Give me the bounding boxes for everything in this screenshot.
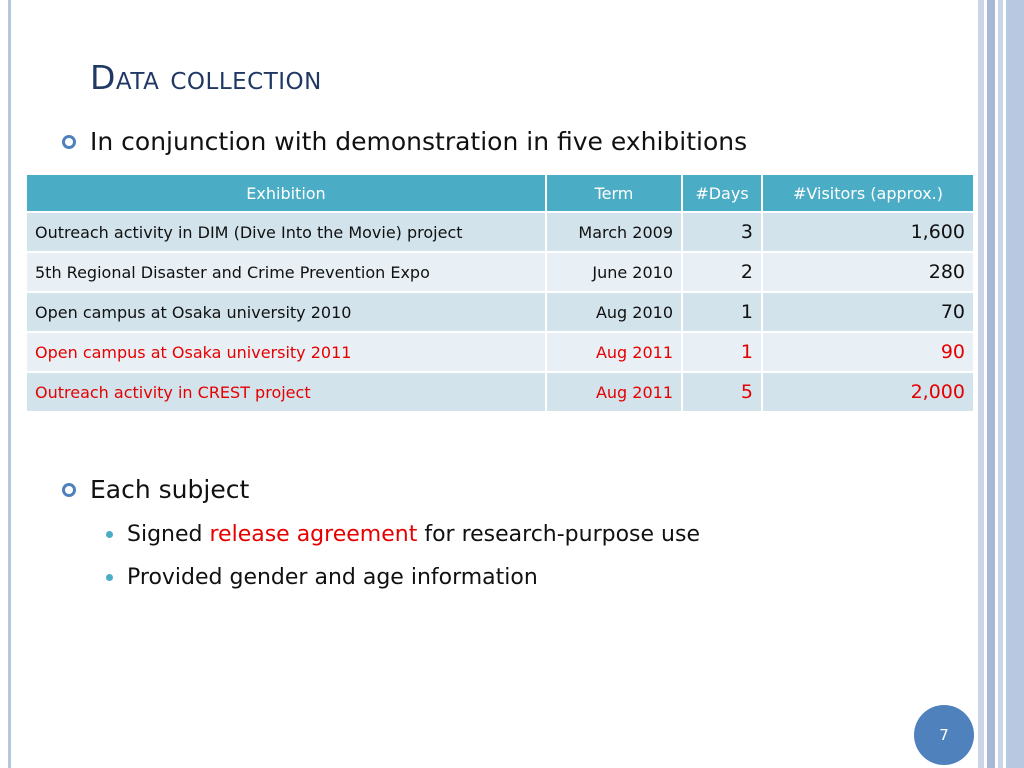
cell-days: 5 xyxy=(682,372,762,412)
cell-exhibition: Outreach activity in DIM (Dive Into the Movie) project xyxy=(26,212,546,252)
cell-visitors: 1,600 xyxy=(762,212,974,252)
slide-title: Data collection xyxy=(90,58,322,97)
release-agreement-highlight: release agreement xyxy=(209,522,418,547)
header-days: #Days xyxy=(682,174,762,212)
cell-days: 1 xyxy=(682,292,762,332)
header-exhibition: Exhibition xyxy=(26,174,546,212)
bullet-exhibitions xyxy=(62,127,747,156)
bullet-exhibitions-text: In conjunction with demonstration in five exhibitions xyxy=(90,127,748,156)
table-header-row xyxy=(26,174,974,212)
page-number-badge: 7 xyxy=(914,705,974,765)
cell-term: Aug 2011 xyxy=(546,332,682,372)
sub-bullet-release-agreement xyxy=(106,522,700,547)
table-row xyxy=(26,212,974,252)
cell-visitors: 280 xyxy=(762,252,974,292)
cell-exhibition: Outreach activity in CREST project xyxy=(26,372,546,412)
ring-bullet-icon xyxy=(62,483,76,497)
cell-exhibition: Open campus at Osaka university 2011 xyxy=(26,332,546,372)
cell-visitors: 2,000 xyxy=(762,372,974,412)
ring-bullet-icon xyxy=(62,135,76,149)
header-visitors: #Visitors (approx.) xyxy=(762,174,974,212)
table-row xyxy=(26,292,974,332)
bullet-each-subject xyxy=(62,475,249,504)
sub-bullet-prefix: Signed xyxy=(127,522,210,547)
cell-visitors: 90 xyxy=(762,332,974,372)
header-term: Term xyxy=(546,174,682,212)
cell-days: 3 xyxy=(682,212,762,252)
cell-exhibition: Open campus at Osaka university 2010 xyxy=(26,292,546,332)
dot-bullet-icon xyxy=(106,531,113,538)
sub-bullet-gender-age-text: Provided gender and age information xyxy=(127,565,538,590)
exhibitions-table xyxy=(25,173,975,413)
sub-bullet-text xyxy=(127,522,700,547)
right-decorative-stripes xyxy=(978,0,1024,768)
cell-term: Aug 2011 xyxy=(546,372,682,412)
cell-term: Aug 2010 xyxy=(546,292,682,332)
cell-days: 1 xyxy=(682,332,762,372)
sub-bullet-gender-age xyxy=(106,565,538,590)
cell-exhibition: 5th Regional Disaster and Crime Prevention Expo xyxy=(26,252,546,292)
cell-term: March 2009 xyxy=(546,212,682,252)
table-row-highlighted xyxy=(26,332,974,372)
cell-term: June 2010 xyxy=(546,252,682,292)
table-row-highlighted xyxy=(26,372,974,412)
table-row xyxy=(26,252,974,292)
cell-visitors: 70 xyxy=(762,292,974,332)
bullet-each-subject-text: Each subject xyxy=(90,475,250,504)
sub-bullet-suffix: for research-purpose use xyxy=(417,522,700,547)
left-border-line xyxy=(8,0,11,768)
cell-days: 2 xyxy=(682,252,762,292)
dot-bullet-icon xyxy=(106,574,113,581)
